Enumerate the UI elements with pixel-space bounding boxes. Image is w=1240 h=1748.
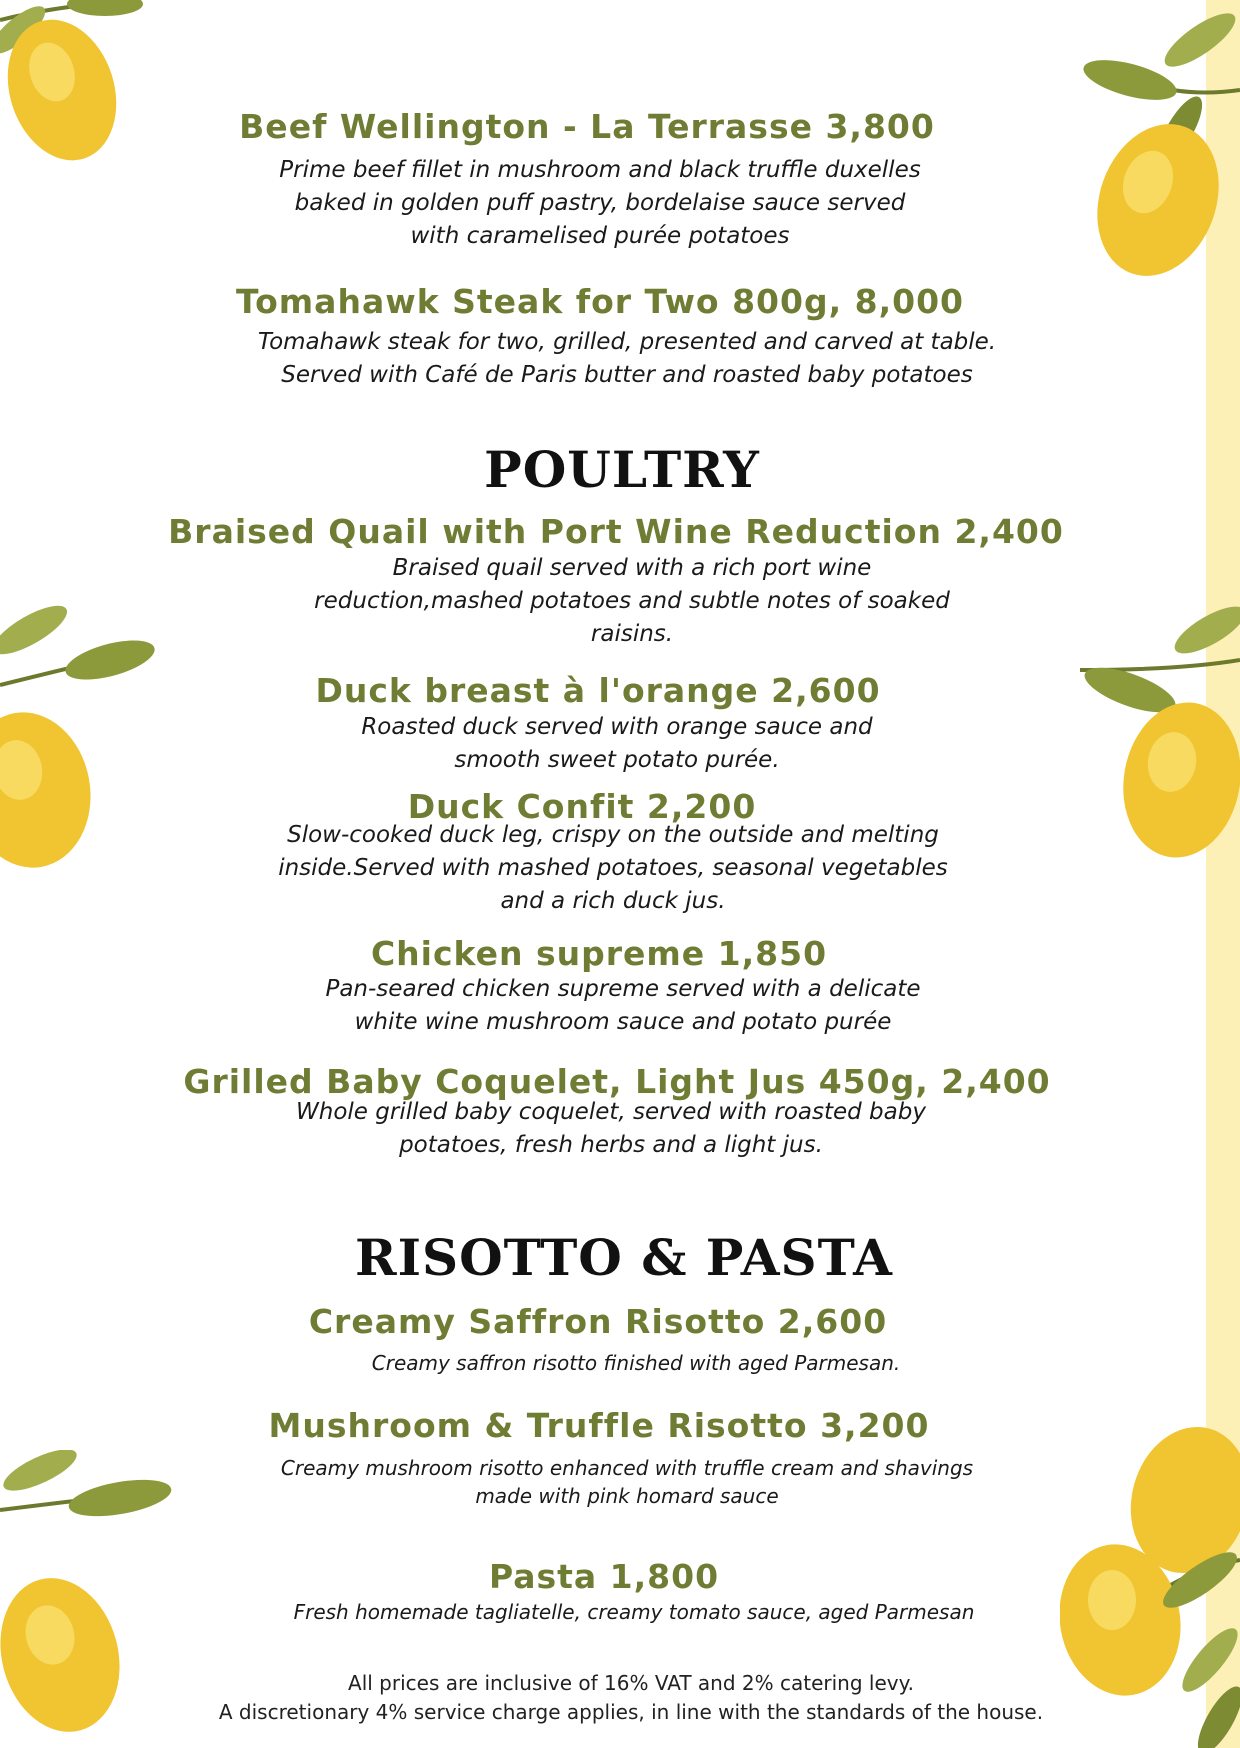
dish-title: Duck breast à l'orange 2,600 [315,671,881,710]
dish-description: Pan-seared chicken supreme served with a delicate white wine mushroom sauce and potato purée [325,976,921,1035]
dish-description: Fresh homemade tagliatelle, creamy tomato sauce, aged Parmesan [293,1600,975,1624]
dish-description: Braised quail served with a rich port wine reduction,mashed potatoes and subtle notes of soaked raisins. [314,555,950,647]
dish-description: Slow-cooked duck leg, crispy on the outside and melting inside.Served with mashed potatoes, seasonal vegetables and a rich duck jus. [278,822,948,914]
dish-description: Tomahawk steak for two, grilled, presented and carved at table. Served with Café de Paris butter and roasted baby potatoes [257,329,997,388]
dish-description: Creamy mushroom risotto enhanced with truffle cream and shavings made with pink homard sauce [280,1456,974,1508]
dish-title: Beef Wellington - La Terrasse 3,800 [239,107,935,146]
dish-title: Grilled Baby Coquelet, Light Jus 450g, 2,400 [183,1062,1051,1101]
section-heading-risotto-pasta: RISOTTO & PASTA [355,1228,893,1287]
dish-title: Braised Quail with Port Wine Reduction 2,400 [168,512,1064,551]
price-footnote: All prices are inclusive of 16% VAT and 2% catering levy. A discretionary 4% service charge applies, in line with the standards of the house. [218,1671,1044,1724]
dish-description: Roasted duck served with orange sauce and smooth sweet potato purée. [361,714,873,773]
dish-description: Creamy saffron risotto finished with aged Parmesan. [371,1351,901,1375]
dish-title: Mushroom & Truffle Risotto 3,200 [268,1406,930,1445]
dish-title: Pasta 1,800 [488,1557,720,1596]
dish-title: Duck Confit 2,200 [407,787,757,826]
section-heading-poultry: POULTRY [484,440,760,499]
dish-title: Tomahawk Steak for Two 800g, 8,000 [236,282,964,321]
dish-title: Creamy Saffron Risotto 2,600 [308,1302,888,1341]
dish-title: Chicken supreme 1,850 [370,934,828,973]
dish-description: Whole grilled baby coquelet, served with roasted baby potatoes, fresh herbs and a light jus. [296,1099,926,1158]
dish-description: Prime beef fillet in mushroom and black truffle duxelles baked in golden puff pastry, bordelaise sauce served with caramelised purée potatoes [279,157,921,249]
